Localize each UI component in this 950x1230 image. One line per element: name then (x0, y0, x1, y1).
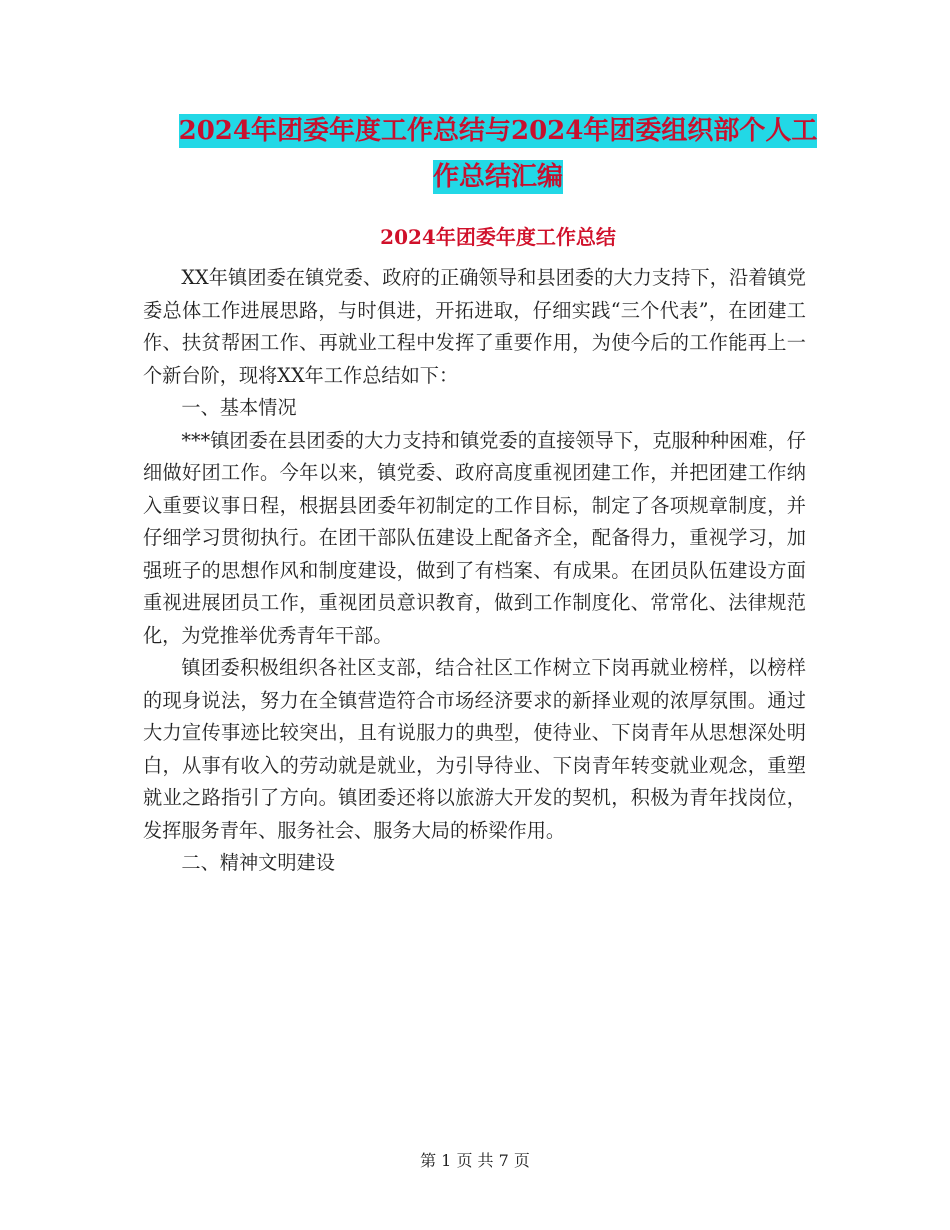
document-body (143, 262, 806, 880)
heading-basic-situation: 一、基本情况 (181, 396, 297, 419)
heading-spiritual-civilization: 二、精神文明建设 (181, 851, 335, 874)
document-title-line-1: 2024年团委年度工作总结与2024年团委组织部个人工 (178, 116, 818, 146)
section-title: 2024年团委年度工作总结 (380, 225, 616, 249)
page-footer: 第 1 页 共 7 页 (420, 1151, 530, 1170)
paragraph-intro: XX年镇团委在镇党委、政府的正确领导和县团委的大力支持下，沿着镇党委总体工作进展思路，与时俱进，开拓进取，仔细实践“三个代表”，在团建工作、扶贫帮困工作、再就业工程中发挥了重要作用，为使今后的工作能再上一个新台阶，现将XX年工作总结如下： (143, 266, 806, 387)
document-title (150, 108, 846, 200)
document-title-line-2: 作总结汇编 (432, 162, 563, 192)
paragraph-reemployment: 镇团委积极组织各社区支部，结合社区工作树立下岗再就业榜样，以榜样的现身说法，努力在全镇营造符合市场经济要求的新择业观的浓厚氛围。通过大力宣传事迹比较突出，且有说服力的典型，使待业、下岗青年从思想深处明白，从事有收入的劳动就是就业，为引导待业、下岗青年转变就业观念，重塑就业之路指引了方向。镇团委还将以旅游大开发的契机，积极为青年找岗位，发挥服务青年、服务社会、服务大局的桥梁作用。 (143, 656, 806, 842)
paragraph-basic-situation: ***镇团委在县团委的大力支持和镇党委的直接领导下，克服种种困难，仔细做好团工作。今年以来，镇党委、政府高度重视团建工作，并把团建工作纳入重要议事日程，根据县团委年初制定的工作目标，制定了各项规章制度，并仔细学习贯彻执行。在团干部队伍建设上配备齐全，配备得力，重视学习，加强班子的思想作风和制度建设，做到了有档案、有成果。在团员队伍建设方面重视进展团员工作，重视团员意识教育，做到工作制度化、常常化、法律规范化，为党推举优秀青年干部。 (143, 428, 806, 647)
